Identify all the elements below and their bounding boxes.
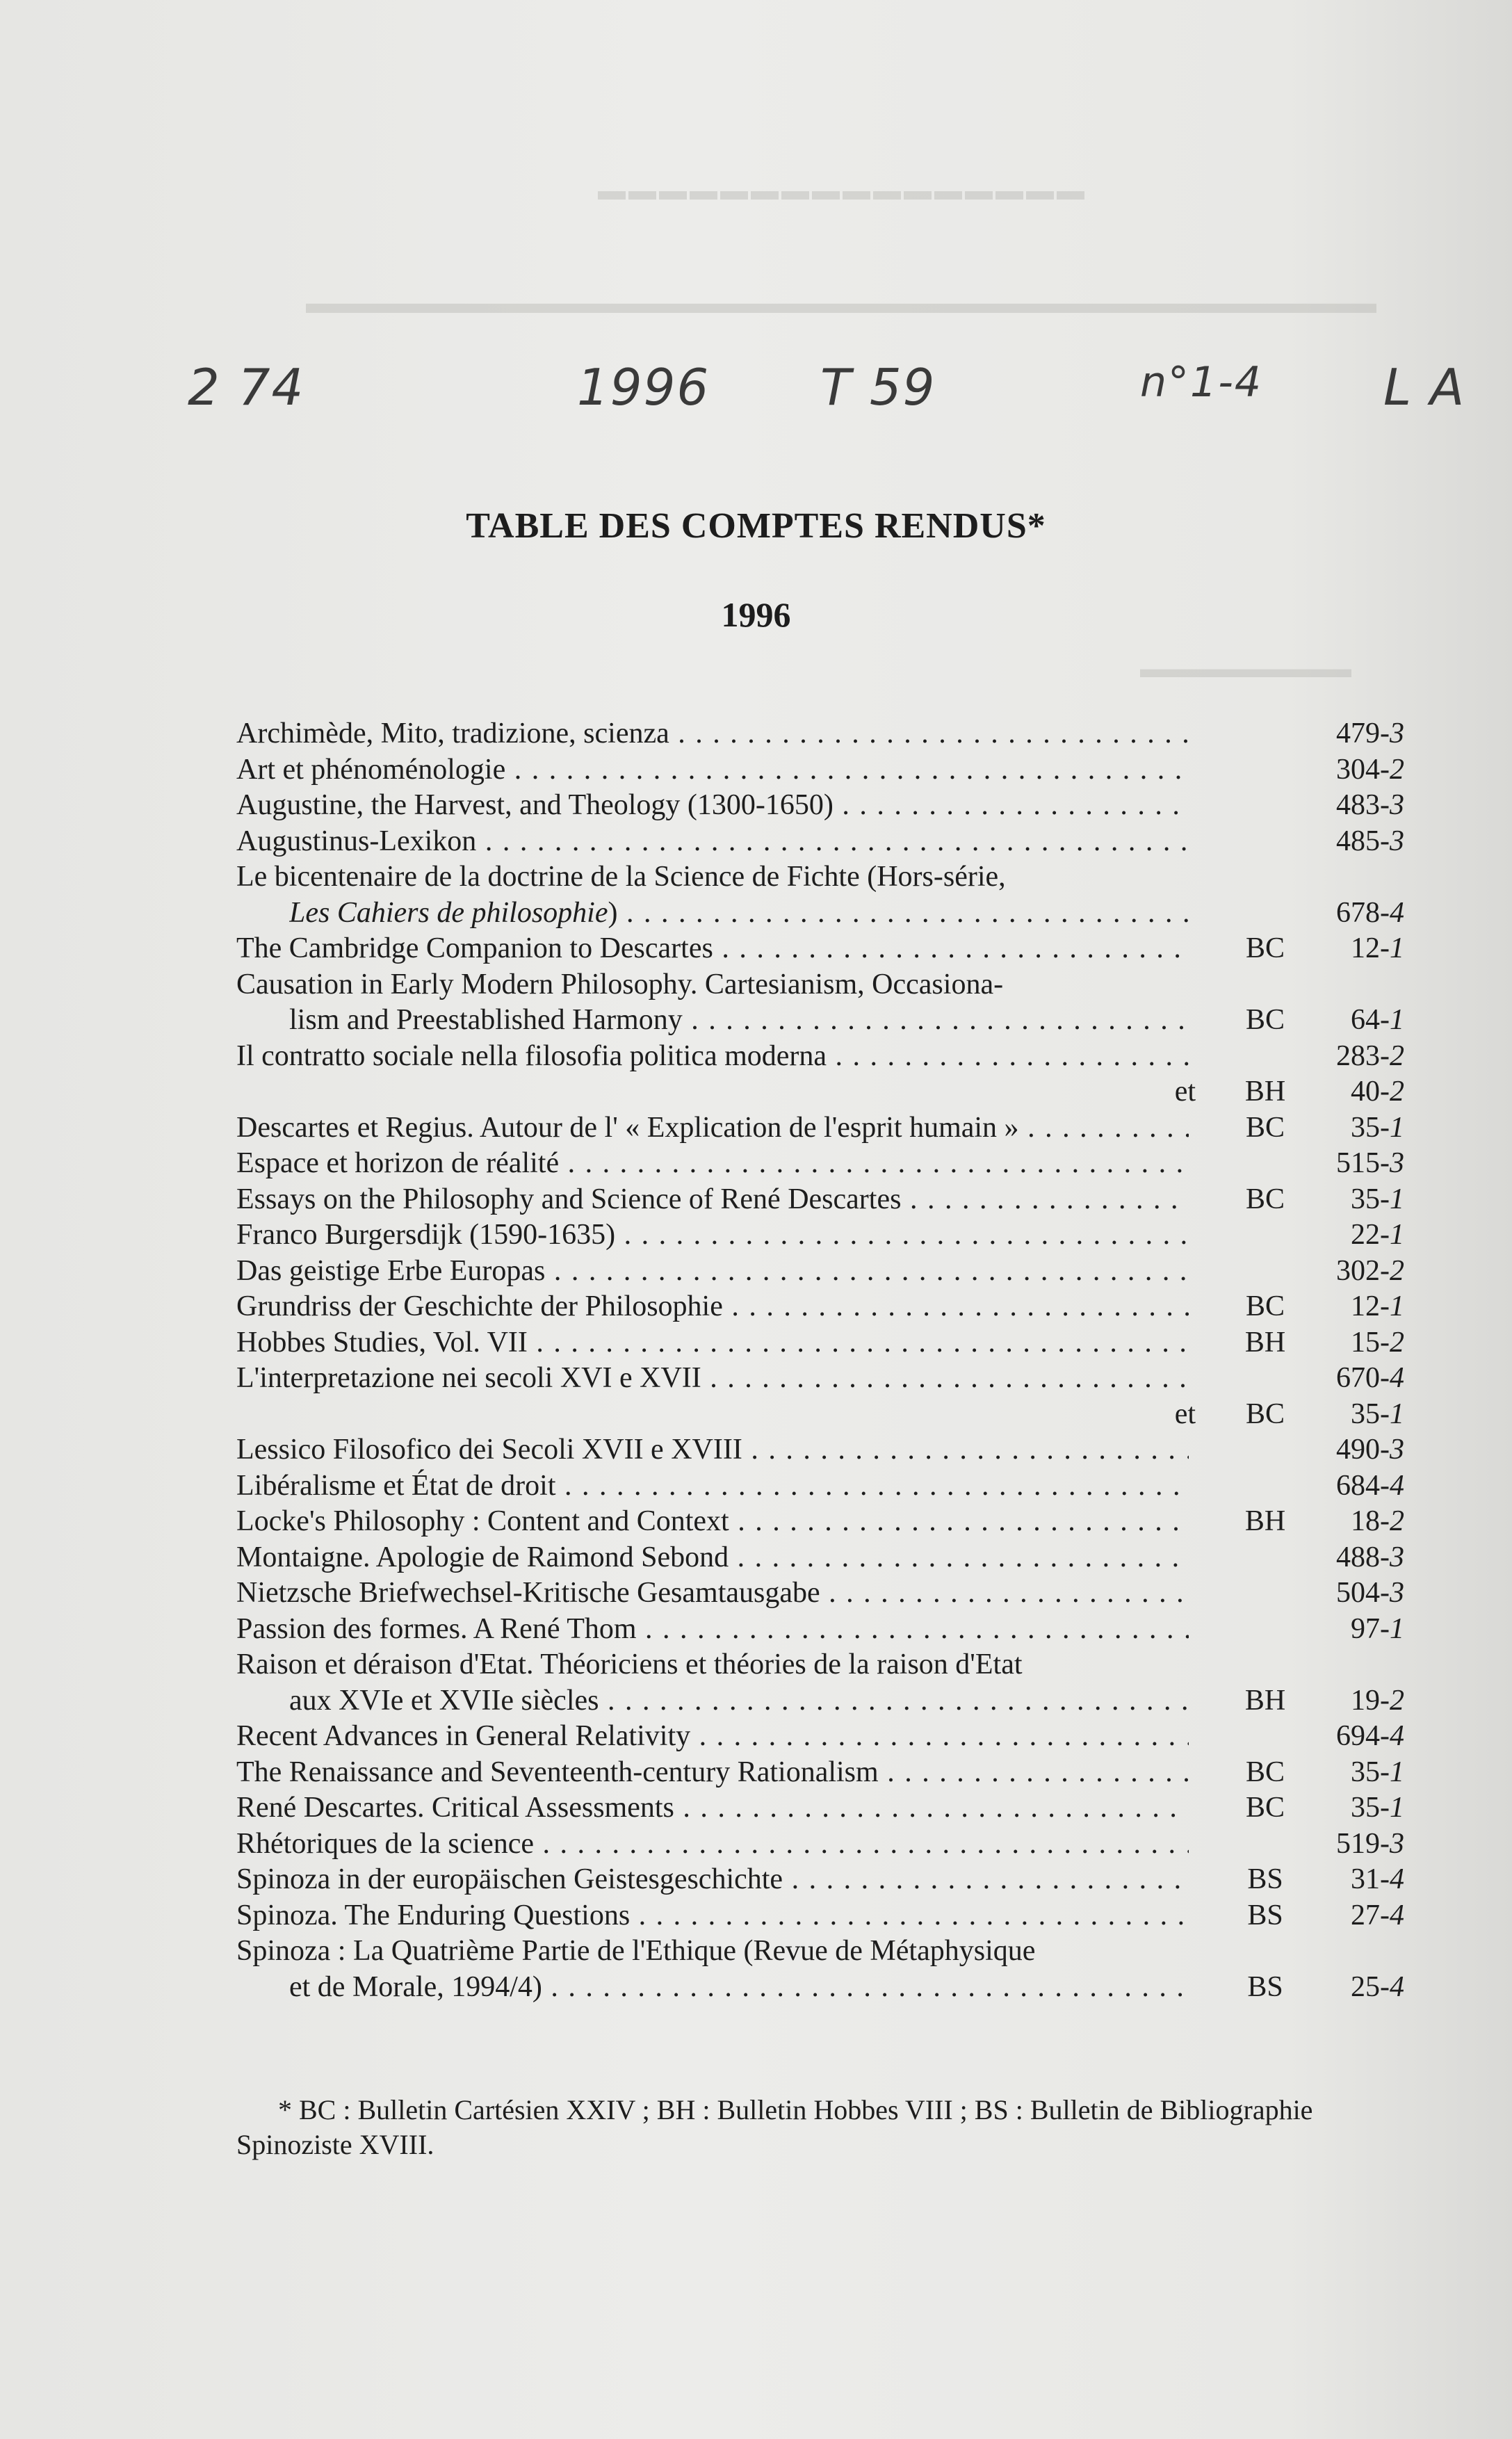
entry-bulletin-code: BS bbox=[1247, 1863, 1283, 1895]
entry-line bbox=[236, 1970, 1418, 2006]
entry-line bbox=[236, 1683, 1418, 1719]
entry-page-ref bbox=[1336, 1719, 1404, 1755]
index-entry bbox=[236, 967, 1418, 1039]
entry-title: Locke's Philosophy : Content and Context . . . bbox=[236, 1504, 1189, 1540]
entry-line bbox=[236, 788, 1418, 824]
entry-line bbox=[236, 1719, 1418, 1755]
page-year: 1996 bbox=[721, 595, 791, 634]
index-entry bbox=[236, 1182, 1418, 1218]
entry-issue-number: 3 bbox=[1390, 718, 1404, 749]
entry-line-extra bbox=[236, 1074, 1418, 1110]
entry-page-ref bbox=[1351, 1683, 1404, 1719]
entry-page-ref bbox=[1336, 1432, 1404, 1468]
index-entry bbox=[236, 752, 1418, 788]
entry-page-ref bbox=[1351, 1074, 1404, 1110]
index-entry bbox=[236, 1110, 1418, 1146]
entry-issue-number: 2 bbox=[1390, 1039, 1404, 1072]
entry-line bbox=[236, 1612, 1418, 1648]
index-entry bbox=[236, 1289, 1418, 1325]
entry-title: Causation in Early Modern Philosophy. Cartesianism, Occasiona- bbox=[236, 968, 1004, 1000]
entry-title: Augustinus-Lexikon . . . bbox=[236, 824, 1189, 860]
entry-line bbox=[236, 1146, 1418, 1182]
index-entry bbox=[236, 1504, 1418, 1540]
page-title: TABLE DES COMPTES RENDUS* bbox=[466, 506, 1046, 546]
entry-issue-number: 1 bbox=[1390, 1111, 1404, 1144]
entry-title: Espace et horizon de réalité . . . bbox=[236, 1146, 1189, 1182]
index-entry bbox=[236, 1898, 1418, 1934]
entry-page-number: 283- bbox=[1336, 1039, 1390, 1072]
entry-line bbox=[236, 1934, 1418, 1970]
index-entry bbox=[236, 859, 1418, 931]
entry-line bbox=[236, 1432, 1418, 1468]
entry-page-number: 302- bbox=[1336, 1254, 1390, 1287]
handwritten-note-4: n°1-4 bbox=[1140, 358, 1263, 407]
entry-title: Spinoza. The Enduring Questions . . . bbox=[236, 1898, 1189, 1934]
entry-line bbox=[236, 1468, 1418, 1505]
entry-issue-number: 3 bbox=[1390, 825, 1404, 857]
entry-page-ref bbox=[1351, 1289, 1404, 1325]
index-entry bbox=[236, 1612, 1418, 1648]
entry-page-ref bbox=[1336, 788, 1404, 824]
entry-bulletin-code: BC bbox=[1245, 1792, 1285, 1824]
entry-title: Recent Advances in General Relativity . . . bbox=[236, 1719, 1189, 1755]
entry-line-extra bbox=[236, 1397, 1418, 1433]
entry-bulletin-code: BS bbox=[1247, 1899, 1283, 1931]
entry-line bbox=[236, 1003, 1418, 1039]
index-entry bbox=[236, 1755, 1418, 1791]
entry-page-ref bbox=[1351, 1003, 1404, 1039]
entry-line bbox=[236, 1575, 1418, 1612]
entry-title: Nietzsche Briefwechsel-Kritische Gesamtausgabe . . . bbox=[236, 1575, 1189, 1612]
entry-issue-number: 2 bbox=[1390, 1254, 1404, 1287]
entry-page-ref bbox=[1336, 1468, 1404, 1505]
entry-line bbox=[236, 1540, 1418, 1576]
index-entry bbox=[236, 1146, 1418, 1182]
entry-issue-number: 3 bbox=[1390, 789, 1404, 821]
handwritten-note-5: L A bbox=[1383, 358, 1466, 416]
entry-bulletin-code: BH bbox=[1244, 1326, 1286, 1359]
entry-issue-number: 1 bbox=[1390, 1290, 1404, 1322]
entry-page-number: 678- bbox=[1336, 896, 1390, 929]
entry-issue-number: 4 bbox=[1390, 1970, 1404, 2003]
index-entry bbox=[236, 1217, 1418, 1254]
entry-page-number: 35- bbox=[1351, 1792, 1390, 1824]
entry-line bbox=[236, 824, 1418, 860]
index-entry bbox=[236, 788, 1418, 824]
entry-issue-number: 4 bbox=[1390, 1899, 1404, 1931]
entry-title: The Renaissance and Seventeenth-century Rationalism . . . bbox=[236, 1755, 1189, 1791]
entry-page-ref bbox=[1336, 1039, 1404, 1075]
entry-page-ref bbox=[1336, 716, 1404, 752]
entry-title: L'interpretazione nei secoli XVI e XVII . . . bbox=[236, 1361, 1189, 1397]
entry-page-number: 19- bbox=[1351, 1684, 1390, 1717]
entry-line bbox=[236, 896, 1418, 932]
entry-page-number: 515- bbox=[1336, 1147, 1390, 1179]
entry-line bbox=[236, 1254, 1418, 1290]
entry-page-number: 22- bbox=[1351, 1219, 1390, 1251]
entry-issue-number: 2 bbox=[1390, 753, 1404, 786]
entry-page-ref bbox=[1351, 931, 1404, 967]
entry-title: The Cambridge Companion to Descartes . . . bbox=[236, 931, 1189, 967]
entry-title: Hobbes Studies, Vol. VII . . . bbox=[236, 1325, 1189, 1361]
entry-page-number: 694- bbox=[1336, 1720, 1390, 1752]
entry-page-number: 504- bbox=[1336, 1577, 1390, 1609]
entry-title: Raison et déraison d'Etat. Théoriciens et théories de la raison d'Etat bbox=[236, 1648, 1023, 1680]
entry-title: Il contratto sociale nella filosofia politica moderna . . . bbox=[236, 1039, 1189, 1075]
entry-issue-number: 3 bbox=[1390, 1827, 1404, 1860]
review-index-list bbox=[236, 716, 1418, 2005]
handwritten-note-1: 2 74 bbox=[188, 358, 305, 416]
entry-title: Rhétoriques de la science . . . bbox=[236, 1826, 1189, 1863]
entry-page-ref bbox=[1351, 1970, 1404, 2006]
entry-page-number: 490- bbox=[1336, 1434, 1390, 1466]
entry-page-number: 304- bbox=[1336, 753, 1390, 786]
index-entry bbox=[236, 1432, 1418, 1468]
entry-issue-number: 1 bbox=[1390, 1397, 1404, 1430]
entry-line bbox=[236, 1325, 1418, 1361]
entry-line bbox=[236, 1289, 1418, 1325]
entry-page-ref bbox=[1351, 1790, 1404, 1826]
entry-page-number: 479- bbox=[1336, 718, 1390, 749]
entry-title: Les Cahiers de philosophie) . . . bbox=[289, 896, 1189, 932]
entry-page-number: 40- bbox=[1351, 1076, 1390, 1108]
entry-page-number: 519- bbox=[1336, 1827, 1390, 1860]
entry-page-number: 35- bbox=[1351, 1397, 1390, 1430]
entry-bulletin-code: BC bbox=[1245, 1397, 1285, 1430]
bleed-through-heading: ▬▬▬▬▬▬▬▬▬▬▬▬▬▬▬▬▬▬▬▬▬▬▬▬▬▬▬▬▬▬▬▬▬▬▬ bbox=[306, 286, 1376, 320]
entry-bulletin-code: BC bbox=[1245, 1004, 1285, 1036]
bleed-through-signature: ▬▬▬▬▬▬▬▬ bbox=[1140, 654, 1351, 683]
entry-bulletin-code: BC bbox=[1245, 932, 1285, 964]
entry-page-ref bbox=[1336, 752, 1404, 788]
entry-line bbox=[236, 1826, 1418, 1863]
entry-bulletin-code: BC bbox=[1245, 1290, 1285, 1322]
entry-issue-number: 2 bbox=[1390, 1326, 1404, 1359]
entry-title: Franco Burgersdijk (1590-1635) . . . bbox=[236, 1217, 1189, 1254]
entry-line bbox=[236, 967, 1418, 1003]
index-entry bbox=[236, 1325, 1418, 1361]
entry-line bbox=[236, 1182, 1418, 1218]
index-entry bbox=[236, 1719, 1418, 1755]
entry-bulletin-code: BC bbox=[1245, 1756, 1285, 1788]
entry-page-ref bbox=[1351, 1755, 1404, 1791]
entry-page-ref bbox=[1351, 1182, 1404, 1218]
entry-issue-number: 1 bbox=[1390, 1756, 1404, 1788]
entry-issue-number: 1 bbox=[1390, 1219, 1404, 1251]
entry-page-number: 485- bbox=[1336, 825, 1390, 857]
index-entry bbox=[236, 1862, 1418, 1898]
entry-page-ref bbox=[1351, 1612, 1404, 1648]
index-entry bbox=[236, 824, 1418, 860]
entry-line bbox=[236, 1790, 1418, 1826]
entry-issue-number: 4 bbox=[1390, 1863, 1404, 1895]
handwritten-note-2: 1996 bbox=[577, 358, 710, 416]
entry-title: Spinoza : La Quatrième Partie de l'Ethique (Revue de Métaphysique bbox=[236, 1935, 1036, 1967]
entry-page-number: 64- bbox=[1351, 1004, 1390, 1036]
index-entry bbox=[236, 1039, 1418, 1110]
handwritten-note-3: T 59 bbox=[820, 358, 936, 416]
entry-line bbox=[236, 1217, 1418, 1254]
entry-page-number: 27- bbox=[1351, 1899, 1390, 1931]
entry-page-ref bbox=[1336, 1540, 1404, 1576]
entry-page-ref bbox=[1336, 824, 1404, 860]
entry-line bbox=[236, 1039, 1418, 1075]
entry-line bbox=[236, 1647, 1418, 1683]
entry-line bbox=[236, 1361, 1418, 1397]
entry-page-ref bbox=[1336, 896, 1404, 932]
entry-bulletin-code: BH bbox=[1244, 1684, 1286, 1717]
entry-page-number: 12- bbox=[1351, 1290, 1390, 1322]
entry-line bbox=[236, 931, 1418, 967]
index-entry bbox=[236, 1647, 1418, 1719]
entry-page-number: 35- bbox=[1351, 1183, 1390, 1215]
entry-page-ref bbox=[1351, 1217, 1404, 1254]
entry-page-number: 31- bbox=[1351, 1863, 1390, 1895]
index-entry bbox=[236, 1826, 1418, 1863]
index-entry bbox=[236, 1540, 1418, 1576]
entry-line bbox=[236, 1862, 1418, 1898]
entry-title: Grundriss der Geschichte der Philosophie . . . bbox=[236, 1289, 1189, 1325]
entry-issue-number: 4 bbox=[1390, 1469, 1404, 1502]
entry-page-number: 684- bbox=[1336, 1469, 1390, 1502]
entry-title: Essays on the Philosophy and Science of René Descartes . . . bbox=[236, 1182, 1189, 1218]
entry-title: et de Morale, 1994/4) . . . bbox=[289, 1970, 1189, 2006]
entry-issue-number: 1 bbox=[1390, 1612, 1404, 1645]
index-entry bbox=[236, 1934, 1418, 2005]
entry-title: aux XVIe et XVIIe siècles . . . bbox=[289, 1683, 1189, 1719]
index-entry bbox=[236, 1790, 1418, 1826]
entry-issue-number: 4 bbox=[1390, 1720, 1404, 1752]
bleed-through-header: ▬▬▬▬▬▬▬▬▬▬▬▬▬▬▬▬ bbox=[598, 175, 1087, 206]
entry-title: Spinoza in der europäischen Geistesgeschichte . . . bbox=[236, 1862, 1189, 1898]
entry-issue-number: 1 bbox=[1390, 1792, 1404, 1824]
entry-page-number: 97- bbox=[1351, 1612, 1390, 1645]
entry-title: Art et phénoménologie . . . bbox=[236, 752, 1189, 788]
entry-issue-number: 3 bbox=[1390, 1434, 1404, 1466]
entry-page-number: 670- bbox=[1336, 1362, 1390, 1394]
entry-page-ref bbox=[1336, 1361, 1404, 1397]
entry-page-ref bbox=[1351, 1504, 1404, 1540]
entry-page-ref bbox=[1351, 1325, 1404, 1361]
entry-issue-number: 4 bbox=[1390, 896, 1404, 929]
entry-page-number: 488- bbox=[1336, 1541, 1390, 1573]
index-entry bbox=[236, 1361, 1418, 1432]
entry-et-label: et bbox=[1174, 1076, 1196, 1108]
entry-issue-number: 3 bbox=[1390, 1147, 1404, 1179]
entry-bulletin-code: BC bbox=[1245, 1111, 1285, 1144]
entry-title: Passion des formes. A René Thom . . . bbox=[236, 1612, 1189, 1648]
index-entry bbox=[236, 1254, 1418, 1290]
entry-page-ref bbox=[1351, 1862, 1404, 1898]
entry-bulletin-code: BH bbox=[1244, 1076, 1286, 1108]
entry-et-label: et bbox=[1174, 1397, 1196, 1430]
entry-line bbox=[236, 859, 1418, 896]
entry-page-number: 15- bbox=[1351, 1326, 1390, 1359]
entry-page-number: 35- bbox=[1351, 1756, 1390, 1788]
entry-line bbox=[236, 1504, 1418, 1540]
entry-title: Le bicentenaire de la doctrine de la Science de Fichte (Hors-série, bbox=[236, 861, 1006, 893]
entry-line bbox=[236, 752, 1418, 788]
entry-bulletin-code: BC bbox=[1245, 1183, 1285, 1215]
entry-page-number: 35- bbox=[1351, 1111, 1390, 1144]
entry-page-ref bbox=[1336, 1575, 1404, 1612]
entry-title: Lessico Filosofico dei Secoli XVII e XVIII . . . bbox=[236, 1432, 1189, 1468]
entry-bulletin-code: BH bbox=[1244, 1505, 1286, 1537]
entry-issue-number: 1 bbox=[1390, 1183, 1404, 1215]
entry-title: lism and Preestablished Harmony . . . bbox=[289, 1003, 1189, 1039]
entry-line bbox=[236, 1898, 1418, 1934]
entry-issue-number: 2 bbox=[1390, 1076, 1404, 1108]
index-entry bbox=[236, 1575, 1418, 1612]
index-entry bbox=[236, 931, 1418, 967]
entry-bulletin-code: BS bbox=[1247, 1970, 1283, 2003]
entry-issue-number: 2 bbox=[1390, 1684, 1404, 1717]
entry-page-number: 25- bbox=[1351, 1970, 1390, 2003]
entry-issue-number: 1 bbox=[1390, 932, 1404, 964]
entry-line bbox=[236, 1755, 1418, 1791]
entry-title: Montaigne. Apologie de Raimond Sebond . . . bbox=[236, 1540, 1189, 1576]
entry-title: Archimède, Mito, tradizione, scienza . . . bbox=[236, 716, 1189, 752]
entry-page-number: 12- bbox=[1351, 932, 1390, 964]
index-entry bbox=[236, 1468, 1418, 1505]
entry-page-ref bbox=[1351, 1397, 1404, 1433]
entry-issue-number: 1 bbox=[1390, 1004, 1404, 1036]
entry-page-ref bbox=[1336, 1146, 1404, 1182]
entry-page-ref bbox=[1336, 1254, 1404, 1290]
entry-issue-number: 3 bbox=[1390, 1577, 1404, 1609]
entry-page-number: 483- bbox=[1336, 789, 1390, 821]
entry-title: Das geistige Erbe Europas . . . bbox=[236, 1254, 1189, 1290]
entry-issue-number: 2 bbox=[1390, 1505, 1404, 1537]
entry-line bbox=[236, 1110, 1418, 1146]
entry-page-number: 18- bbox=[1351, 1505, 1390, 1537]
entry-title: Descartes et Regius. Autour de l' « Explication de l'esprit humain » . . . bbox=[236, 1110, 1189, 1146]
entry-line bbox=[236, 716, 1418, 752]
entry-title: Libéralisme et État de droit . . . bbox=[236, 1468, 1189, 1505]
entry-page-ref bbox=[1336, 1826, 1404, 1863]
entry-page-ref bbox=[1351, 1898, 1404, 1934]
entry-title: Augustine, the Harvest, and Theology (1300-1650) . . . bbox=[236, 788, 1189, 824]
footnote: * BC : Bulletin Cartésien XXIV ; BH : Bulletin Hobbes VIII ; BS : Bulletin de Bibliographie Spinoziste XVIII. bbox=[236, 2094, 1313, 2160]
index-entry bbox=[236, 716, 1418, 752]
entry-issue-number: 3 bbox=[1390, 1541, 1404, 1573]
entry-title: René Descartes. Critical Assessments . . . bbox=[236, 1790, 1189, 1826]
entry-page-ref bbox=[1351, 1110, 1404, 1146]
entry-issue-number: 4 bbox=[1390, 1362, 1404, 1394]
